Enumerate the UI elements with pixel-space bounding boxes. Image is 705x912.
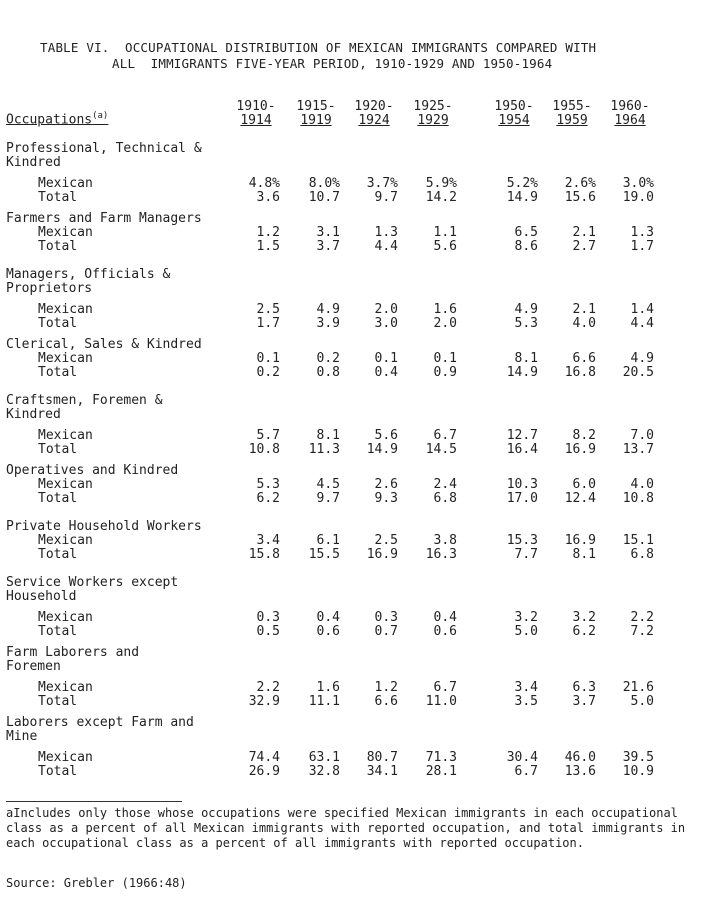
period-header-start: 1915- — [296, 99, 336, 114]
table-cell: 16.8 — [564, 365, 596, 380]
table-cell: 9.7 — [316, 491, 340, 506]
table-title-line-2: ALL IMMIGRANTS FIVE-YEAR PERIOD, 1910-1929 AND 1950-1964 — [112, 56, 553, 71]
table-cell: 6.8 — [630, 547, 654, 562]
occupation-group-name-line: Farmers and Farm Managers — [6, 211, 202, 226]
period-header-6 — [606, 100, 654, 128]
table-cell: 30.4 — [506, 750, 538, 765]
occupation-group-name-line: Kindred — [6, 155, 61, 170]
period-header-end: 1964 — [614, 113, 646, 128]
period-header-end: 1914 — [240, 113, 272, 128]
table-cell: 4.0 — [572, 316, 596, 331]
row-label: Mexican — [38, 750, 93, 765]
table-cell: 3.9 — [316, 316, 340, 331]
table-cell: 15.3 — [506, 533, 538, 548]
occupation-group-name — [6, 646, 236, 674]
table-cell: 19.0 — [622, 190, 654, 205]
table-cell: 0.4 — [316, 610, 340, 625]
table-cell: 3.2 — [514, 610, 538, 625]
table-cell: 5.6 — [433, 239, 457, 254]
occupation-group-name — [6, 464, 236, 478]
occupation-group-name — [6, 394, 236, 422]
table-cell: 3.0% — [622, 176, 654, 191]
table-title-line-1: TABLE VI. OCCUPATIONAL DISTRIBUTION OF MEXICAN IMMIGRANTS COMPARED WITH — [40, 40, 597, 55]
table-cell: 6.7 — [514, 764, 538, 779]
occupation-group-name-line: Household — [6, 589, 77, 604]
row-label: Mexican — [38, 351, 93, 366]
footnote-divider — [6, 801, 182, 802]
period-header-3 — [409, 100, 457, 128]
table-cell: 13.6 — [564, 764, 596, 779]
table-cell: 12.7 — [506, 428, 538, 443]
table-cell: 2.4 — [433, 477, 457, 492]
period-header-end: 1924 — [358, 113, 390, 128]
occupation-group-name — [6, 338, 236, 352]
period-header-start: 1920- — [354, 99, 394, 114]
table-cell: 4.9 — [514, 302, 538, 317]
table-cell: 14.5 — [425, 442, 457, 457]
table-cell: 3.7% — [366, 176, 398, 191]
table-cell: 9.3 — [374, 491, 398, 506]
table-cell: 10.3 — [506, 477, 538, 492]
table-cell: 0.4 — [374, 365, 398, 380]
occupation-group-name-line: Service Workers except — [6, 575, 179, 590]
occupation-group-name-line: Kindred — [6, 407, 61, 422]
source-citation: Source: Grebler (1966:48) — [6, 876, 187, 890]
table-cell: 9.7 — [374, 190, 398, 205]
table-cell: 15.5 — [308, 547, 340, 562]
table-cell: 11.3 — [308, 442, 340, 457]
occupation-group-name — [6, 520, 236, 534]
table-cell: 5.9% — [425, 176, 457, 191]
table-cell: 6.2 — [572, 624, 596, 639]
table-cell: 16.3 — [425, 547, 457, 562]
table-cell: 2.5 — [256, 302, 280, 317]
table-cell: 5.3 — [514, 316, 538, 331]
table-cell: 3.8 — [433, 533, 457, 548]
table-cell: 0.9 — [433, 365, 457, 380]
table-cell: 4.4 — [374, 239, 398, 254]
row-label: Mexican — [38, 176, 93, 191]
table-cell: 4.0 — [630, 477, 654, 492]
table-cell: 16.9 — [366, 547, 398, 562]
occupation-group-name-line: Clerical, Sales & Kindred — [6, 337, 202, 352]
table-cell: 12.4 — [564, 491, 596, 506]
table-cell: 8.2 — [572, 428, 596, 443]
table-cell: 5.0 — [630, 694, 654, 709]
row-label: Total — [38, 239, 78, 254]
table-cell: 1.5 — [256, 239, 280, 254]
table-cell: 10.8 — [248, 442, 280, 457]
period-header-end: 1954 — [498, 113, 530, 128]
table-cell: 16.9 — [564, 442, 596, 457]
table-cell: 0.6 — [316, 624, 340, 639]
row-label: Mexican — [38, 477, 93, 492]
occupation-group-name-line: Laborers except Farm and — [6, 715, 194, 730]
table-cell: 6.1 — [316, 533, 340, 548]
table-cell: 10.8 — [622, 491, 654, 506]
table-cell: 0.4 — [433, 610, 457, 625]
row-label: Total — [38, 764, 78, 779]
period-header-1 — [292, 100, 340, 128]
row-label: Mexican — [38, 533, 93, 548]
table-cell: 6.7 — [433, 428, 457, 443]
row-label: Total — [38, 694, 78, 709]
occupation-group-name-line: Mine — [6, 729, 38, 744]
table-cell: 15.8 — [248, 547, 280, 562]
occupation-group-name — [6, 142, 236, 170]
occupation-group-name — [6, 716, 236, 744]
table-cell: 4.4 — [630, 316, 654, 331]
table-cell: 17.0 — [506, 491, 538, 506]
period-header-start: 1960- — [610, 99, 650, 114]
row-label: Total — [38, 190, 78, 205]
period-header-0 — [232, 100, 280, 128]
period-header-end: 1959 — [556, 113, 588, 128]
table-cell: 3.5 — [514, 694, 538, 709]
occupation-group-name — [6, 576, 236, 604]
table-cell: 16.4 — [506, 442, 538, 457]
table-cell: 1.6 — [316, 680, 340, 695]
table-cell: 0.1 — [433, 351, 457, 366]
occupations-label: Occupations — [6, 112, 93, 128]
table-cell: 0.5 — [256, 624, 280, 639]
table-cell: 1.3 — [630, 225, 654, 240]
table-cell: 6.6 — [374, 694, 398, 709]
row-label: Total — [38, 316, 78, 331]
table-cell: 13.7 — [622, 442, 654, 457]
row-label: Mexican — [38, 680, 93, 695]
table-cell: 14.9 — [366, 442, 398, 457]
table-cell: 3.2 — [572, 610, 596, 625]
table-cell: 3.1 — [316, 225, 340, 240]
table-cell: 3.0 — [374, 316, 398, 331]
table-cell: 11.1 — [308, 694, 340, 709]
table-cell: 10.9 — [622, 764, 654, 779]
table-cell: 6.8 — [433, 491, 457, 506]
table-cell: 6.7 — [433, 680, 457, 695]
row-label: Mexican — [38, 610, 93, 625]
table-cell: 8.1 — [316, 428, 340, 443]
table-cell: 0.6 — [433, 624, 457, 639]
occupation-group-name-line: Private Household Workers — [6, 519, 202, 534]
table-cell: 46.0 — [564, 750, 596, 765]
table-cell: 16.9 — [564, 533, 596, 548]
table-cell: 15.1 — [622, 533, 654, 548]
period-header-4 — [490, 100, 538, 128]
table-cell: 6.3 — [572, 680, 596, 695]
table-cell: 0.3 — [256, 610, 280, 625]
table-cell: 4.9 — [316, 302, 340, 317]
table-cell: 6.0 — [572, 477, 596, 492]
occupation-group-name-line: Farm Laborers and — [6, 645, 140, 660]
table-cell: 0.2 — [256, 365, 280, 380]
row-label: Total — [38, 365, 78, 380]
table-cell: 0.7 — [374, 624, 398, 639]
occupation-group-name — [6, 268, 236, 296]
occupation-group-name-line: Proprietors — [6, 281, 93, 296]
table-cell: 3.6 — [256, 190, 280, 205]
occupation-group-name-line: Craftsmen, Foremen & — [6, 393, 163, 408]
table-cell: 7.2 — [630, 624, 654, 639]
table-cell: 15.6 — [564, 190, 596, 205]
table-cell: 8.1 — [572, 547, 596, 562]
occupations-footnote-mark: (a) — [92, 111, 109, 121]
period-header-end: 1919 — [300, 113, 332, 128]
footnote — [6, 806, 696, 851]
table-cell: 34.1 — [366, 764, 398, 779]
table-cell: 32.8 — [308, 764, 340, 779]
table-cell: 0.1 — [256, 351, 280, 366]
row-label: Total — [38, 547, 78, 562]
table-cell: 0.8 — [316, 365, 340, 380]
period-header-5 — [548, 100, 596, 128]
table-cell: 3.7 — [572, 694, 596, 709]
table-cell: 32.9 — [248, 694, 280, 709]
table-cell: 3.4 — [256, 533, 280, 548]
row-label: Total — [38, 624, 78, 639]
table-cell: 4.8% — [248, 176, 280, 191]
footnote-mark: a — [6, 806, 14, 820]
table-cell: 26.9 — [248, 764, 280, 779]
table-cell: 1.6 — [433, 302, 457, 317]
occupation-group-name — [6, 212, 236, 226]
table-cell: 0.2 — [316, 351, 340, 366]
table-cell: 6.5 — [514, 225, 538, 240]
table-cell: 2.5 — [374, 533, 398, 548]
table-cell: 8.0% — [308, 176, 340, 191]
table-title — [40, 40, 680, 72]
table-cell: 2.6% — [564, 176, 596, 191]
table-cell: 2.7 — [572, 239, 596, 254]
table-cell: 5.7 — [256, 428, 280, 443]
occupation-group-name-line: Operatives and Kindred — [6, 463, 179, 478]
table-cell: 4.5 — [316, 477, 340, 492]
table-cell: 1.2 — [374, 680, 398, 695]
table-cell: 11.0 — [425, 694, 457, 709]
table-cell: 74.4 — [248, 750, 280, 765]
table-cell: 71.3 — [425, 750, 457, 765]
period-header-start: 1950- — [494, 99, 534, 114]
table-cell: 6.6 — [572, 351, 596, 366]
table-cell: 2.0 — [374, 302, 398, 317]
table-cell: 39.5 — [622, 750, 654, 765]
table-cell: 7.7 — [514, 547, 538, 562]
table-cell: 14.9 — [506, 365, 538, 380]
table-cell: 63.1 — [308, 750, 340, 765]
occupation-group-name-line: Professional, Technical & — [6, 141, 202, 156]
table-cell: 1.4 — [630, 302, 654, 317]
table-cell: 10.7 — [308, 190, 340, 205]
row-label: Mexican — [38, 302, 93, 317]
table-cell: 7.0 — [630, 428, 654, 443]
table-cell: 0.1 — [374, 351, 398, 366]
occupation-group-name-line: Foremen — [6, 659, 61, 674]
table-cell: 3.4 — [514, 680, 538, 695]
row-label: Total — [38, 442, 78, 457]
table-cell: 5.0 — [514, 624, 538, 639]
table-cell: 14.2 — [425, 190, 457, 205]
table-cell: 5.6 — [374, 428, 398, 443]
table-cell: 3.7 — [316, 239, 340, 254]
table-cell: 5.3 — [256, 477, 280, 492]
period-header-start: 1955- — [552, 99, 592, 114]
table-cell: 1.7 — [630, 239, 654, 254]
table-cell: 20.5 — [622, 365, 654, 380]
table-cell: 1.3 — [374, 225, 398, 240]
row-label: Mexican — [38, 225, 93, 240]
period-header-start: 1925- — [413, 99, 453, 114]
table-cell: 8.6 — [514, 239, 538, 254]
table-cell: 4.9 — [630, 351, 654, 366]
period-header-2 — [350, 100, 398, 128]
row-label: Total — [38, 491, 78, 506]
table-cell: 21.6 — [622, 680, 654, 695]
footnote-text: Includes only those whose occupations were specified Mexican immigrants in each occupational class as a percent of all Mexican immigrants with reported occupation, and total immigrants in each occupational class as a percent of all immigrants with reported occupation. — [6, 806, 686, 850]
table-cell: 2.1 — [572, 302, 596, 317]
table-cell: 28.1 — [425, 764, 457, 779]
table-cell: 1.7 — [256, 316, 280, 331]
table-cell: 5.2% — [506, 176, 538, 191]
occupations-column-header — [6, 111, 108, 127]
period-header-end: 1929 — [417, 113, 449, 128]
table-cell: 1.1 — [433, 225, 457, 240]
table-cell: 1.2 — [256, 225, 280, 240]
table-cell: 2.0 — [433, 316, 457, 331]
table-cell: 14.9 — [506, 190, 538, 205]
table-cell: 0.3 — [374, 610, 398, 625]
table-cell: 2.2 — [630, 610, 654, 625]
table-cell: 2.2 — [256, 680, 280, 695]
table-cell: 2.6 — [374, 477, 398, 492]
occupation-group-name-line: Managers, Officials & — [6, 267, 171, 282]
table-cell: 6.2 — [256, 491, 280, 506]
period-header-start: 1910- — [236, 99, 276, 114]
table-cell: 2.1 — [572, 225, 596, 240]
table-cell: 80.7 — [366, 750, 398, 765]
table-cell: 8.1 — [514, 351, 538, 366]
row-label: Mexican — [38, 428, 93, 443]
